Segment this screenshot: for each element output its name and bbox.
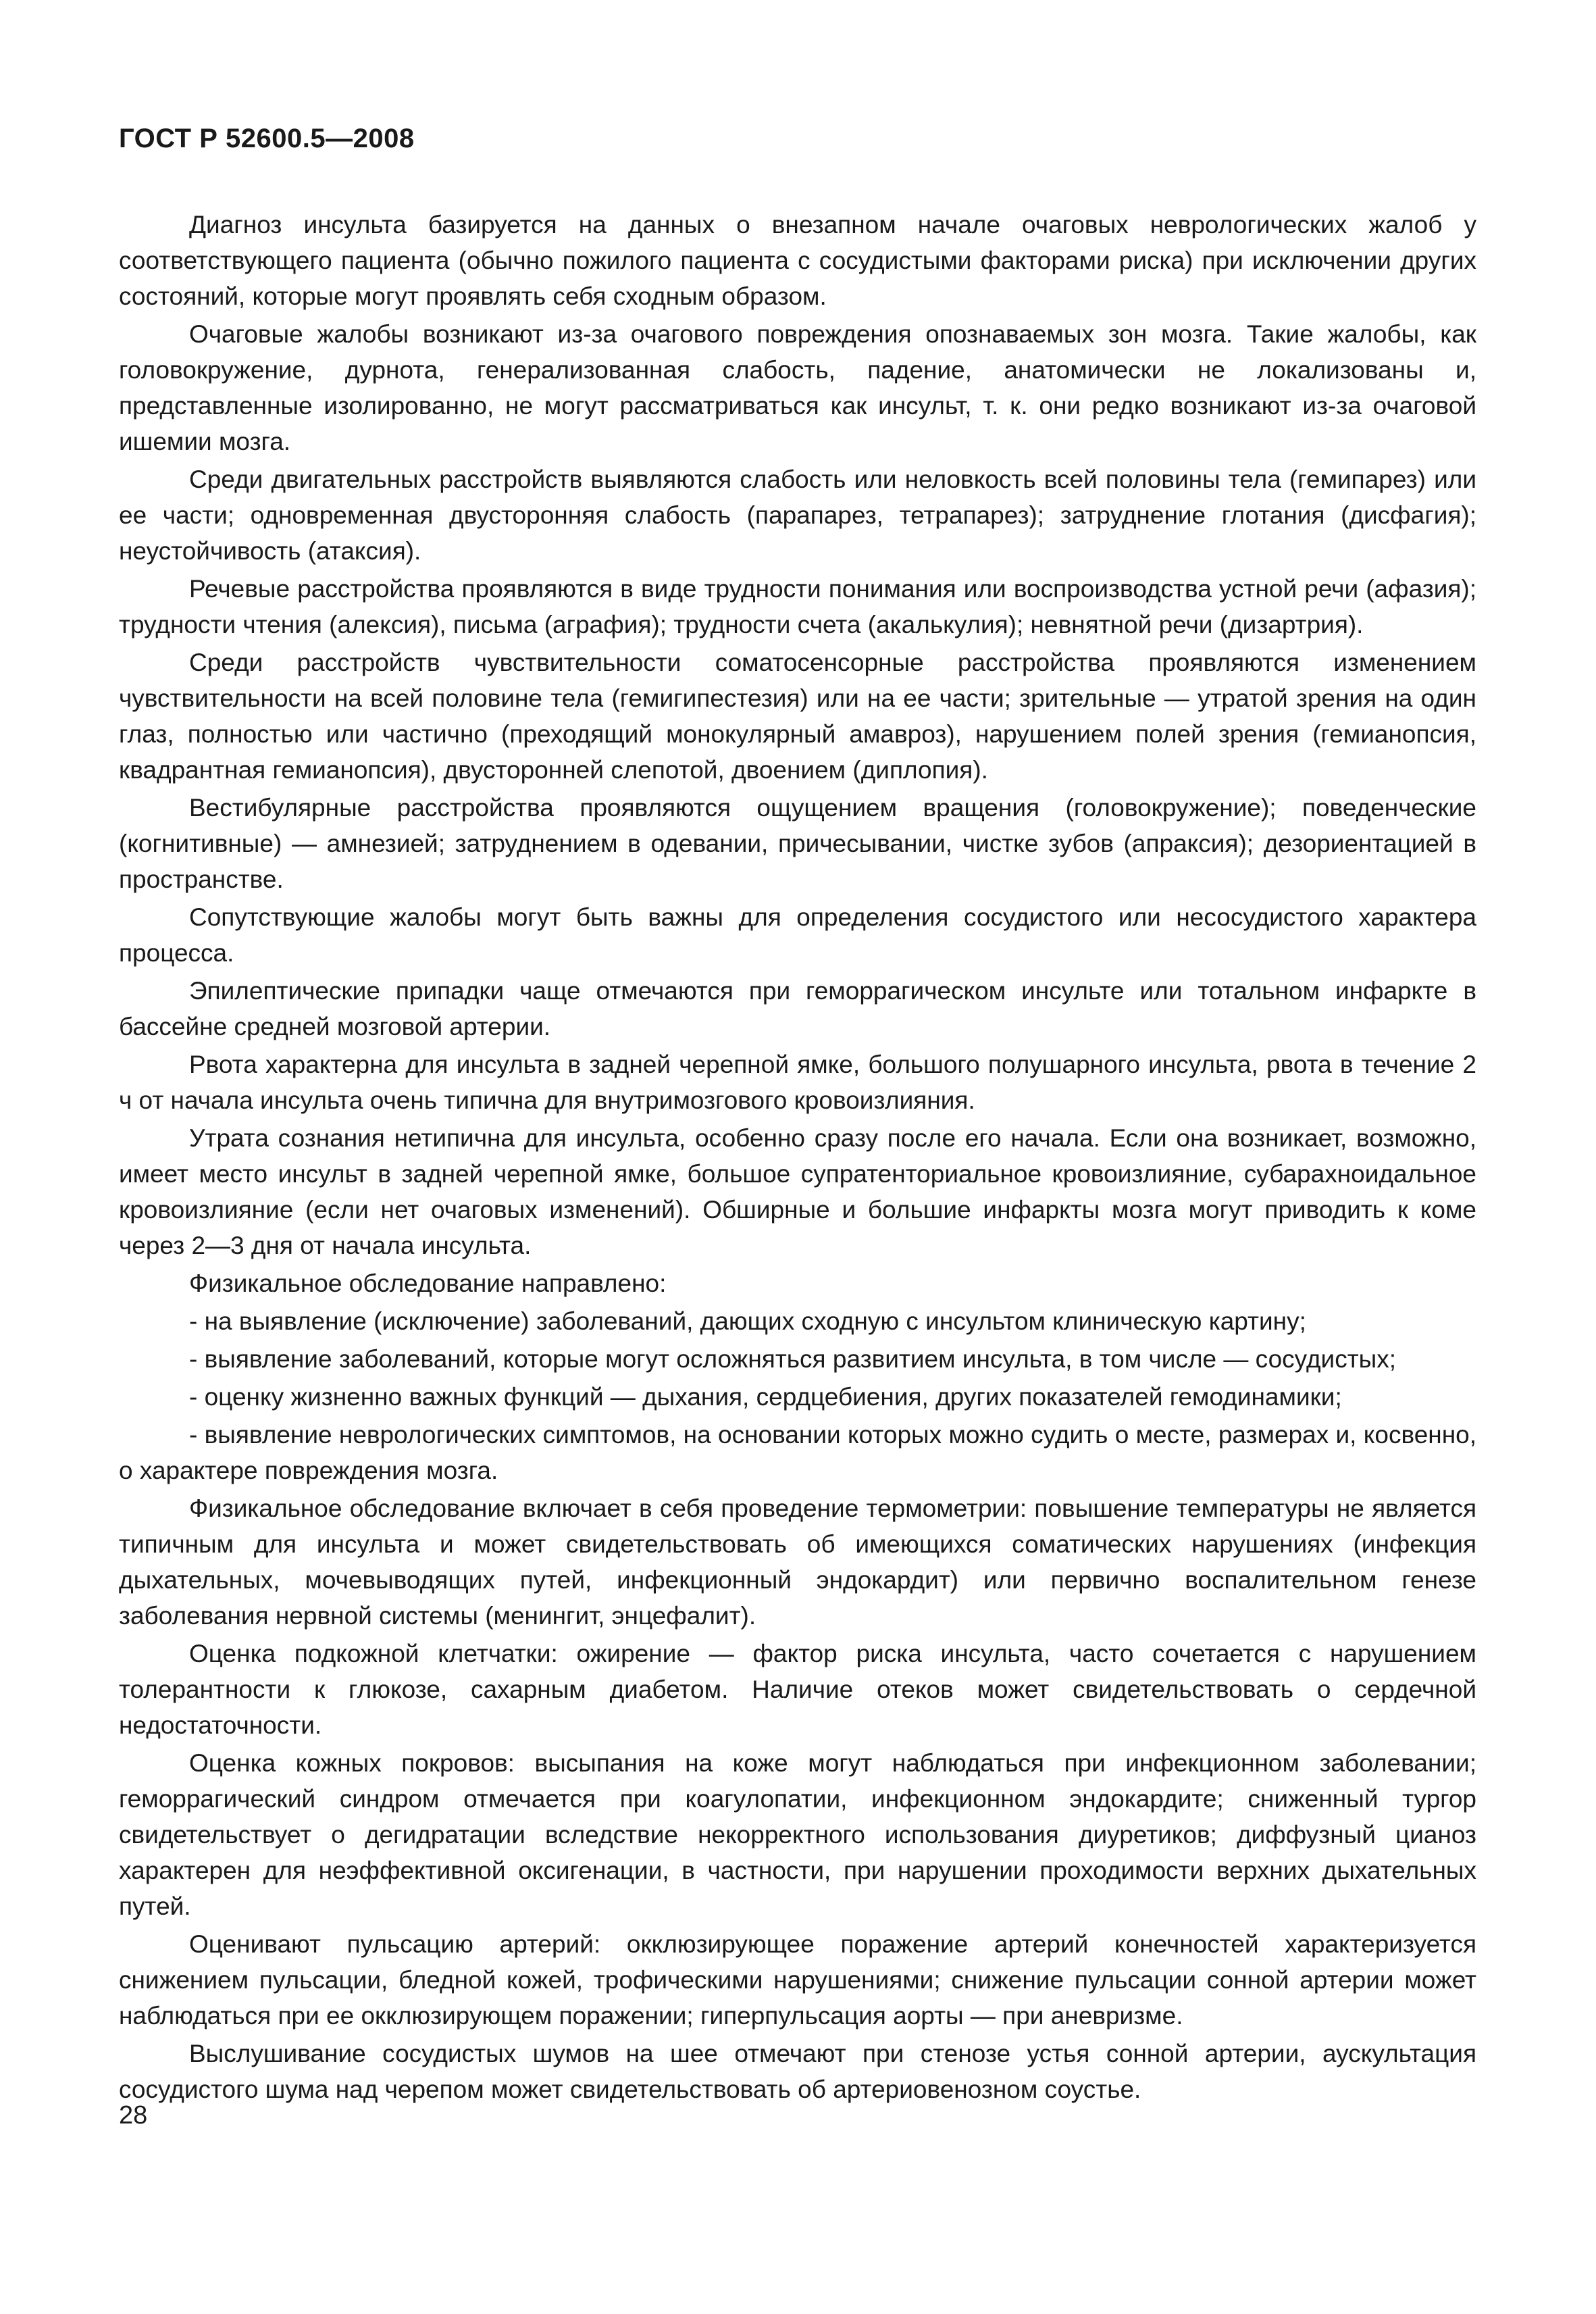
paragraph: Вестибулярные расстройства проявляются ощущением вращения (головокружение); поведенческие (когнитивные) — амнезией; затруднением в одевании, причесывании, чистке зубов (апраксия); дезориентацией в пространстве. (119, 794, 1476, 893)
list-item: - выявление неврологических симптомов, на основании которых можно судить о месте, размерах и, косвенно, о характере повреждения мозга. (119, 1421, 1476, 1484)
paragraph: Сопутствующие жалобы могут быть важны для определения сосудистого или несосудистого характера процесса. (119, 903, 1476, 967)
paragraph: Физикальное обследование направлено: (189, 1269, 667, 1297)
list-item: - на выявление (исключение) заболеваний, дающих сходную с инсультом клиническую картину; (189, 1307, 1306, 1335)
list-item: - оценку жизненно важных функций — дыхания, сердцебиения, других показателей гемодинамики; (189, 1383, 1342, 1411)
paragraph: Диагноз инсульта базируется на данных о внезапном начале очаговых неврологических жалоб у соответствующего пациента (обычно пожилого пациента с сосудистыми факторами риска) при исключении других состояний, которые могут проявлять себя сходным образом. (119, 211, 1476, 310)
paragraph: Выслушивание сосудистых шумов на шее отмечают при стенозе устья сонной артерии, аускультация сосудистого шума над черепом может свидетельствовать об артериовенозном соустье. (119, 2040, 1476, 2103)
paragraph: Рвота характерна для инсульта в задней черепной ямке, большого полушарного инсульта, рвота в течение 2 ч от начала инсульта очень типична для внутримозгового кровоизлияния. (119, 1051, 1476, 1114)
paragraph: Эпилептические припадки чаще отмечаются при геморрагическом инсульте или тотальном инфаркте в бассейне средней мозговой артерии. (119, 977, 1476, 1040)
paragraph: Среди двигательных расстройств выявляются слабость или неловкость всей половины тела (гемипарез) или ее части; одновременная двусторонняя слабость (парапарез, тетрапарез); затруднение глотания (дисфагия); неустойчивость (атаксия). (119, 466, 1476, 565)
list-item: - выявление заболеваний, которые могут осложняться развитием инсульта, в том числе — сосудистых; (189, 1345, 1397, 1373)
paragraph: Утрата сознания нетипична для инсульта, особенно сразу после его начала. Если она возникает, возможно, имеет место инсульт в задней черепной ямке, большое супратенториальное кровоизлияние, субарахноидальное кровоизлияние (если нет очаговых изменений). Обширные и большие инфаркты мозга могут приводить к коме через 2—3 дня от начала инсульта. (119, 1124, 1476, 1259)
paragraph: Очаговые жалобы возникают из-за очагового повреждения опознаваемых зон мозга. Такие жалобы, как головокружение, дурнота, генерализованная слабость, падение, анатомически не локализованы и, представленные изолированно, не могут рассматриваться как инсульт, т. к. они редко возникают из-за очаговой ишемии мозга. (119, 320, 1476, 455)
paragraph: Физикальное обследование включает в себя проведение термометрии: повышение температуры не является типичным для инсульта и может свидетельствовать об имеющихся соматических нарушениях (инфекция дыхательных, мочевыводящих путей, инфекционный эндокардит) или первично воспалительном генезе заболевания нервной системы (менингит, энцефалит). (119, 1494, 1476, 1630)
paragraph: Речевые расстройства проявляются в виде трудности понимания или воспроизводства устной речи (афазия); трудности чтения (алексия), письма (аграфия); трудности счета (акалькулия); невнятной речи (дизартрия). (119, 575, 1476, 638)
document-header: ГОСТ Р 52600.5—2008 (119, 124, 415, 153)
document-body (119, 207, 1476, 2109)
page-number: 28 (119, 2101, 148, 2130)
paragraph: Оценка кожных покровов: высыпания на коже могут наблюдаться при инфекционном заболевании; геморрагический синдром отмечается при коагулопатии, инфекционном эндокардите; сниженный тургор свидетельствует о дегидратации вследствие некорректного использования диуретиков; диффузный цианоз характерен для неэффективной оксигенации, в частности, при нарушении проходимости верхних дыхательных путей. (119, 1749, 1476, 1920)
paragraph: Среди расстройств чувствительности соматосенсорные расстройства проявляются изменением чувствительности на всей половине тела (гемигипестезия) или на ее части; зрительные — утратой зрения на один глаз, полностью или частично (преходящий монокулярный амавроз), нарушением полей зрения (гемианопсия, квадрантная гемианопсия), двусторонней слепотой, двоением (диплопия). (119, 649, 1476, 784)
paragraph: Оценка подкожной клетчатки: ожирение — фактор риска инсульта, часто сочетается с нарушением толерантности к глюкозе, сахарным диабетом. Наличие отеков может свидетельствовать о сердечной недостаточности. (119, 1640, 1476, 1739)
paragraph: Оценивают пульсацию артерий: окклюзирующее поражение артерий конечностей характеризуется снижением пульсации, бледной кожей, трофическими нарушениями; снижение пульсации сонной артерии может наблюдаться при ее окклюзирующем поражении; гиперпульсация аорты — при аневризме. (119, 1930, 1476, 2030)
